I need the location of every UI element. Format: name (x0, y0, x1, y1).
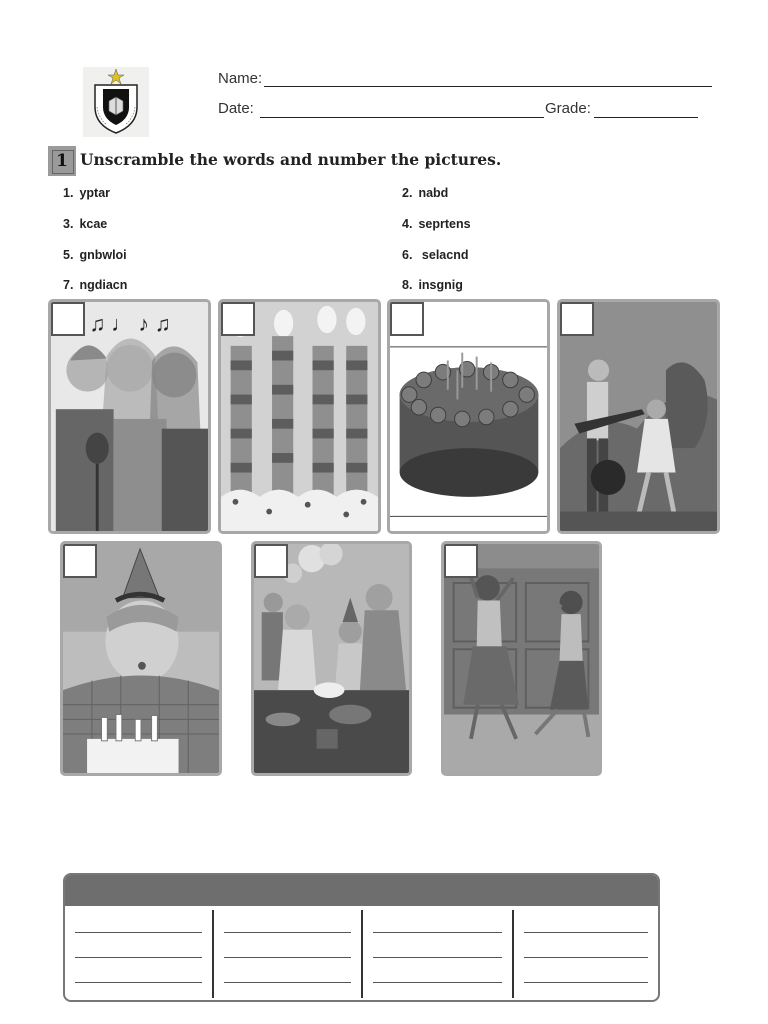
picture-number-box[interactable] (254, 544, 288, 578)
answer-line[interactable] (524, 932, 648, 933)
band-photo (560, 302, 717, 531)
answer-line[interactable] (524, 982, 648, 983)
grade-field[interactable] (594, 117, 698, 118)
answer-column (65, 910, 212, 998)
answer-line[interactable] (373, 982, 502, 983)
answer-line[interactable] (75, 957, 202, 958)
word-item: 2. nabd (402, 186, 449, 200)
cake-photo (390, 302, 547, 531)
date-label: Date: (218, 100, 254, 117)
answer-line[interactable] (224, 932, 351, 933)
dancing-photo (444, 544, 599, 773)
picture-number-box[interactable] (221, 302, 255, 336)
name-label: Name: (218, 70, 263, 87)
word-item: 5. gnbwloi (63, 248, 127, 262)
answer-line[interactable] (373, 932, 502, 933)
picture-number-box[interactable] (560, 302, 594, 336)
picture-card-blowing-candles (60, 541, 222, 776)
answer-table (63, 873, 660, 1002)
answer-line[interactable] (224, 982, 351, 983)
picture-number-box[interactable] (63, 544, 97, 578)
svg-text:♫ ♩ ♪ ♫: ♫ ♩ ♪ ♫ (89, 312, 171, 337)
date-field[interactable] (260, 117, 544, 118)
answer-column (363, 910, 512, 998)
word-item: 7. ngdiacn (63, 278, 128, 292)
answer-line[interactable] (224, 957, 351, 958)
picture-number-box[interactable] (444, 544, 478, 578)
picture-card-dancing (441, 541, 602, 776)
picture-card-candles (218, 299, 381, 534)
exercise-instruction: Unscramble the words and number the pictures. (80, 150, 502, 169)
answer-line[interactable] (75, 932, 202, 933)
answer-line[interactable] (373, 957, 502, 958)
answer-line[interactable] (75, 982, 202, 983)
word-item: 6. selacnd (402, 248, 469, 262)
answer-column (214, 910, 361, 998)
blowing-candles-photo (63, 544, 219, 773)
picture-card-singing (48, 299, 211, 534)
party-photo (254, 544, 409, 773)
candles-photo (221, 302, 378, 531)
picture-number-box[interactable] (390, 302, 424, 336)
word-item: 8. insgnig (402, 278, 463, 292)
school-logo (83, 67, 149, 137)
picture-card-party (251, 541, 412, 776)
singing-kids-photo (51, 302, 208, 531)
answer-line[interactable] (524, 957, 648, 958)
picture-card-band (557, 299, 720, 534)
name-field[interactable] (264, 86, 712, 87)
word-item: 1. yptar (63, 186, 111, 200)
picture-card-cake (387, 299, 550, 534)
exercise-number-badge: 1 (48, 146, 76, 176)
answer-column (514, 910, 658, 998)
picture-number-box[interactable] (51, 302, 85, 336)
answer-table-header (65, 875, 658, 906)
word-item: 4. seprtens (402, 217, 471, 231)
grade-label: Grade: (545, 100, 591, 117)
word-item: 3. kcae (63, 217, 108, 231)
